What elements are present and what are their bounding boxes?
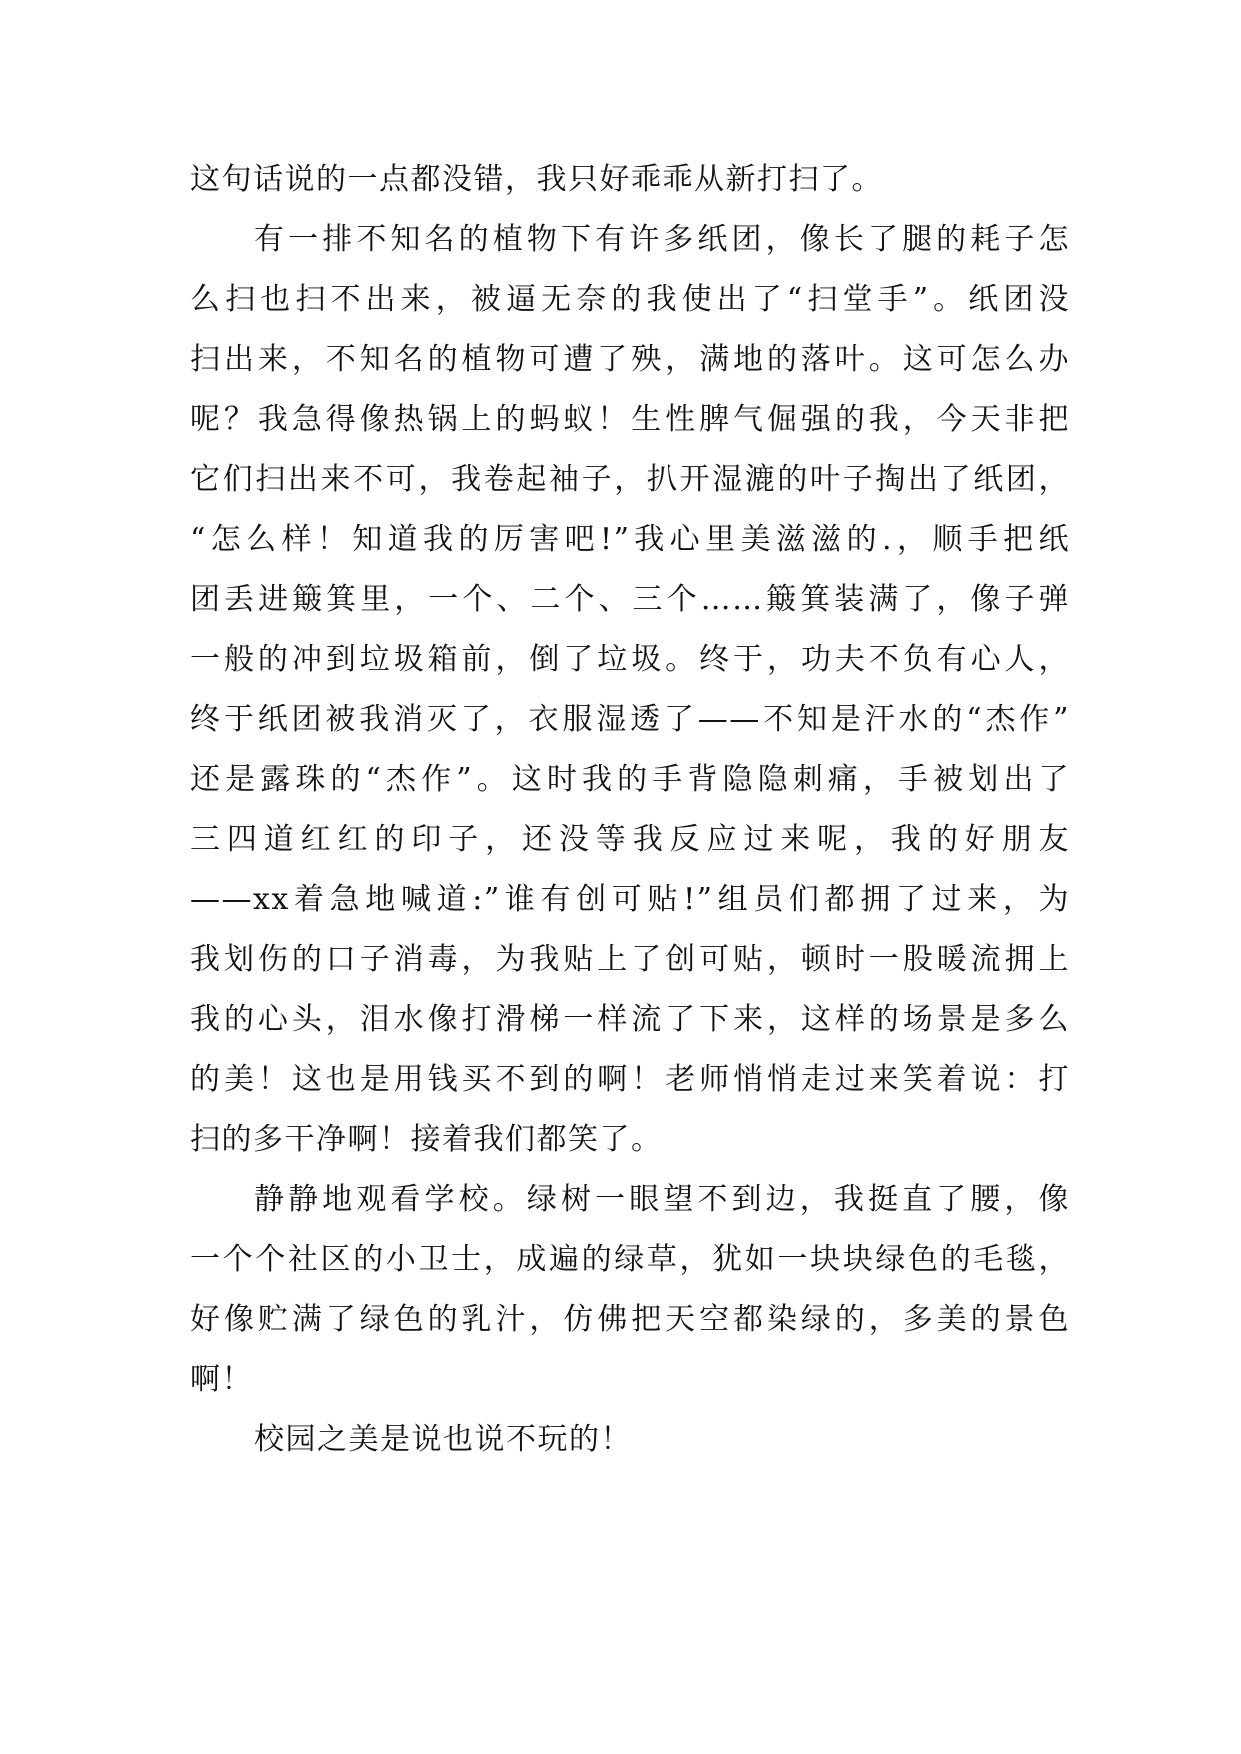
text-line: 我划伤的口子消毒，为我贴上了创可贴，顿时一股暖流拥上 [190, 942, 1070, 977]
text-line: 校园之美是说也说不玩的！ [254, 1422, 632, 1457]
text-line: 它们扫出来不可，我卷起袖子，扒开湿漉的叶子掏出了纸团， [190, 462, 1070, 497]
text-line: 么扫也扫不出来，被逼无奈的我使出了“扫堂手”。纸团没 [190, 282, 1070, 317]
text-line: ——xx着急地喊道:”谁有创可贴!”组员们都拥了过来，为 [190, 882, 1070, 917]
text-line: 这句话说的一点都没错，我只好乖乖从新打扫了。 [190, 162, 883, 197]
text-line: 好像贮满了绿色的乳汁，仿佛把天空都染绿的，多美的景色 [190, 1302, 1070, 1337]
text-line: 呢？我急得像热锅上的蚂蚁！生性脾气倔强的我，今天非把 [190, 402, 1070, 437]
text-line: 团丢进簸箕里，一个、二个、三个……簸箕装满了，像子弹 [190, 582, 1070, 617]
text-line: 还是露珠的“杰作”。这时我的手背隐隐刺痛，手被划出了 [190, 762, 1070, 797]
text-line: “怎么样！知道我的厉害吧!”我心里美滋滋的.，顺手把纸 [190, 522, 1070, 557]
text-line: 一个个社区的小卫士，成遍的绿草，犹如一块块绿色的毛毯， [190, 1242, 1070, 1277]
text-line: 的美！这也是用钱买不到的啊！老师悄悄走过来笑着说：打 [190, 1062, 1070, 1097]
text-line: 静静地观看学校。绿树一眼望不到边，我挺直了腰，像 [254, 1182, 1070, 1217]
text-line: 扫出来，不知名的植物可遭了殃，满地的落叶。这可怎么办 [190, 342, 1070, 377]
text-line: 我的心头，泪水像打滑梯一样流了下来，这样的场景是多么 [190, 1002, 1070, 1037]
text-line: 一般的冲到垃圾箱前，倒了垃圾。终于，功夫不负有心人， [190, 642, 1070, 677]
text-line: 啊！ [190, 1362, 253, 1397]
body-text [190, 150, 1070, 1470]
text-line: 有一排不知名的植物下有许多纸团，像长了腿的耗子怎 [254, 222, 1070, 257]
text-line: 终于纸团被我消灭了，衣服湿透了——不知是汗水的“杰作” [190, 702, 1070, 737]
text-line: 三四道红红的印子，还没等我反应过来呢，我的好朋友 [190, 822, 1070, 857]
text-line: 扫的多干净啊！接着我们都笑了。 [190, 1122, 663, 1157]
